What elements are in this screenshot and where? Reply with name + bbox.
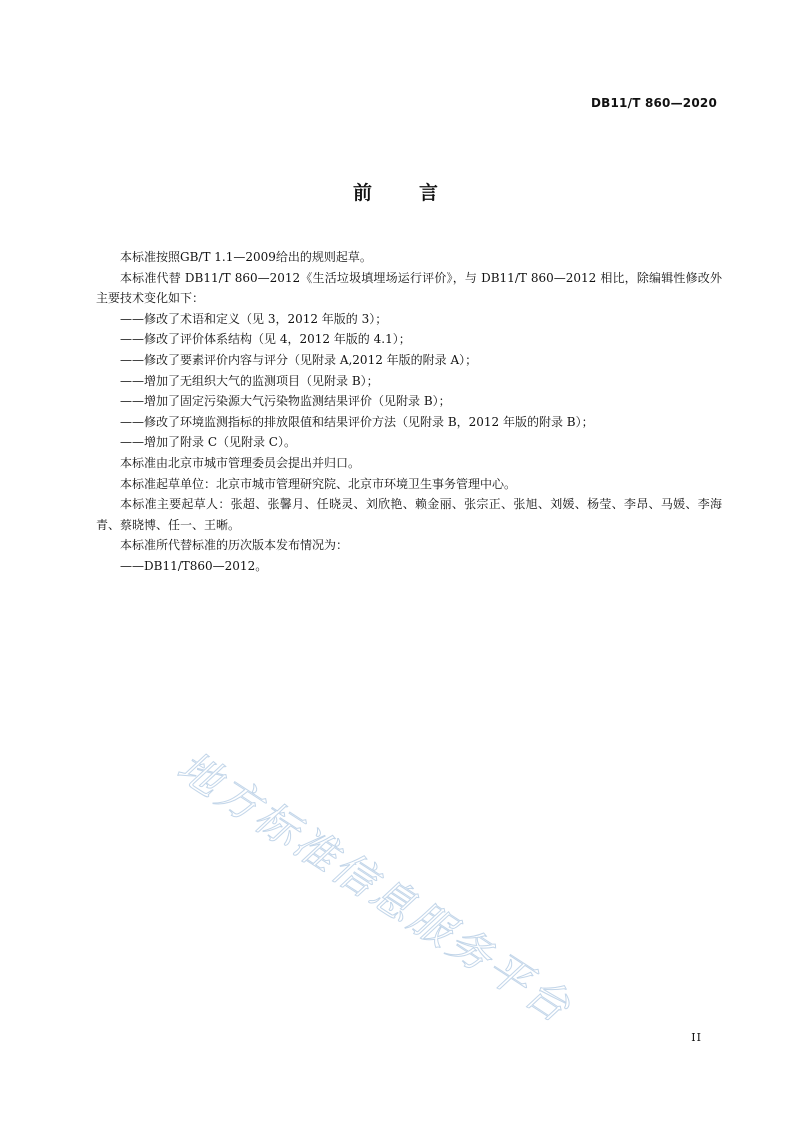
- paragraph-proposer: 本标准由北京市城市管理委员会提出并归口。: [120, 455, 361, 470]
- change-item-fixed-source: ——增加了固定污染源大气污染物监测结果评价（见附录 B）；: [120, 394, 451, 409]
- paragraph-drafting-units: 本标准起草单位：北京市城市管理研究院、北京市环境卫生事务管理中心。: [120, 476, 517, 491]
- page-title: [0, 178, 792, 205]
- paragraph-history-intro: 本标准所代替标准的历次版本发布情况为：: [120, 538, 349, 553]
- paragraph-replacement: 本标准代替 DB11/T 860—2012《生活垃圾填埋场运行评价》，与 DB11/T 860—2012 相比，除编辑性修改外主要技术变化如下：: [96, 270, 722, 306]
- watermark: 地方标准信息服务平台: [168, 741, 582, 1034]
- document-code: DB11/T 860—2020: [591, 96, 717, 110]
- change-item-structure: ——修改了评价体系结构（见 4，2012 年版的 4.1）；: [120, 332, 411, 347]
- change-item-monitoring-limits: ——修改了环境监测指标的排放限值和结果评价方法（见附录 B，2012 年版的附录 B）；: [120, 414, 594, 429]
- paragraph-drafters: 本标准主要起草人：张超、张馨月、任晓灵、刘欣艳、赖金丽、张宗正、张旭、刘媛、杨莹、李昂、马媛、李海青、蔡晓博、任一、王晰。: [96, 497, 722, 532]
- change-item-scoring: ——修改了要素评价内容与评分（见附录 A,2012 年版的附录 A）；: [120, 352, 478, 367]
- change-item-terms: ——修改了术语和定义（见 3，2012 年版的 3）；: [120, 311, 388, 326]
- change-item-unorganized-air: ——增加了无组织大气的监测项目（见附录 B）；: [120, 373, 379, 388]
- title-char-1: 前: [352, 182, 373, 204]
- change-item-appendix-c: ——增加了附录 C（见附录 C）。: [120, 435, 296, 450]
- title-char-2: 言: [419, 182, 440, 204]
- paragraph-drafting-rule: 本标准按照GB/T 1.1—2009给出的规则起草。: [120, 250, 372, 264]
- page-number: II: [691, 1031, 702, 1044]
- history-item: ——DB11/T860—2012。: [120, 558, 268, 573]
- foreword-body: [96, 247, 722, 577]
